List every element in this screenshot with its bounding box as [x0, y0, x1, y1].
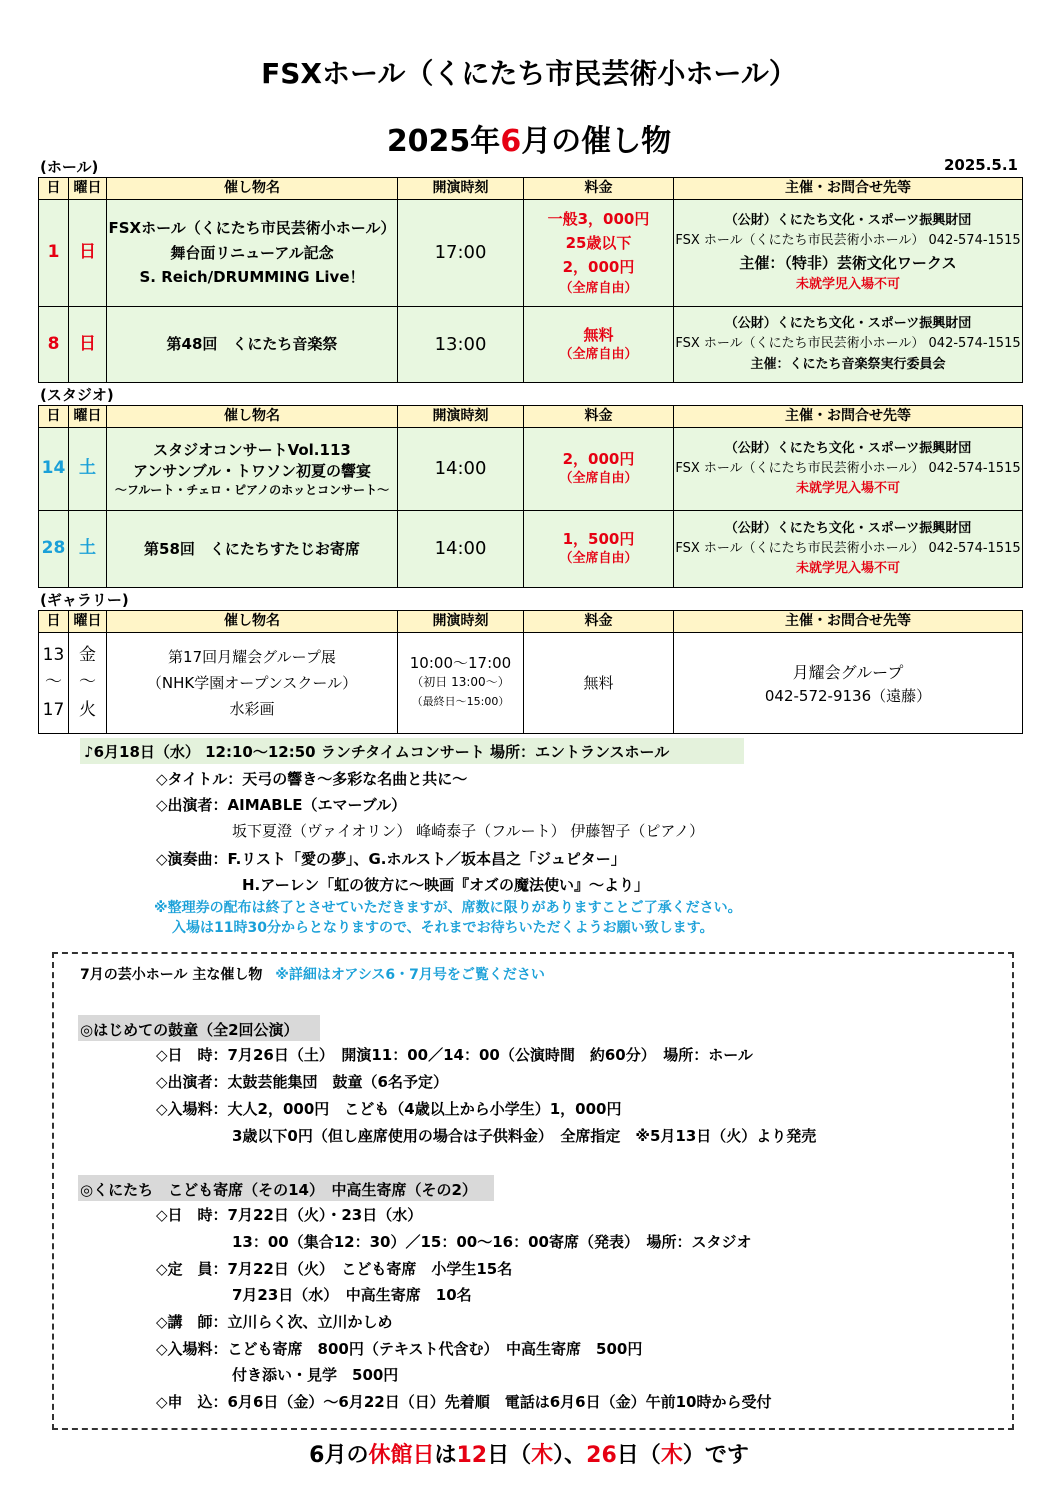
footer-text: 日（ — [616, 1443, 661, 1468]
table-header-row — [39, 178, 1023, 200]
org-line: 未就学児入場不可 — [795, 561, 900, 577]
org-line: 月耀会グループ — [792, 662, 904, 682]
row-weekday: 土 — [69, 428, 107, 511]
table-header-row — [39, 406, 1023, 428]
event1-title: ◎はじめての鼓童（全2回公演） — [80, 1021, 299, 1039]
fee-line: 25歳以下 — [565, 233, 632, 252]
event-line: アンサンブル・トワソン初夏の響宴 — [132, 461, 372, 480]
org-line: FSX ホール（くにたち市民芸術小ホール） 042-574-1515 — [675, 232, 1021, 248]
event-line: 第17回月耀会グループ展 — [168, 647, 336, 666]
row-fee — [524, 307, 674, 383]
col-weekday: 曜日 — [69, 611, 107, 633]
row-time: 13:00 — [398, 307, 524, 383]
footer-closed-label: 休館日 — [368, 1443, 435, 1468]
fee-line: （全席自由） — [559, 280, 638, 296]
event2-line: 7月23日（水） 中高生寄席 10名 — [232, 1286, 472, 1304]
july-heading-title: 7月の芸小ホール 主な催し物 — [80, 967, 263, 983]
day-range: ～ — [45, 672, 62, 693]
hall-table — [38, 177, 1023, 383]
day-start: 13 — [42, 645, 65, 666]
row-fee — [524, 200, 674, 307]
event1-line: ◇入場料：大人2，000円 こども（4歳以上から小学生）1，000円 — [156, 1100, 622, 1118]
row-event: 第58回 くにたちすたじお寄席 — [107, 511, 398, 588]
time-line: 10:00～17:00 — [409, 654, 512, 673]
row-day: 28 — [39, 511, 69, 588]
fee-line: 2，000円 — [562, 450, 635, 469]
lunch-note: ※整理券の配布は終了とさせていただきますが、席数に限りがありますことご了承ください。 — [154, 900, 742, 916]
event1-line: 3歳以下0円（但し座席使用の場合は子供料金） 全席指定 ※5月13日（火）より発売 — [232, 1127, 817, 1145]
issue-date: 2025.5.1 — [943, 156, 1018, 174]
event-line: スタジオコンサートVol.113 — [153, 440, 351, 459]
col-day: 日 — [39, 406, 69, 428]
lunch-program: ◇演奏曲：F.リスト「愛の夢」、G.ホルスト／坂本昌之「ジュピター」 — [156, 850, 626, 868]
row-event — [107, 200, 398, 307]
row-day — [39, 633, 69, 734]
org-line: FSX ホール（くにたち市民芸術小ホール） 042-574-1515 — [675, 540, 1021, 556]
day-end: 17 — [42, 699, 65, 720]
row-event — [107, 428, 398, 511]
row-time: 17:00 — [398, 200, 524, 307]
footer-text: ）、 — [553, 1443, 587, 1468]
lunch-program-2: H.アーレン「虹の彼方に～映画『オズの魔法使い』～より」 — [242, 876, 649, 894]
event2-line: ◇申 込：6月6日（金）～6月22日（日）先着順 電話は6月6日（金）午前10時から受付 — [156, 1393, 772, 1411]
subtitle-year: 2025年 — [386, 124, 501, 159]
org-line: （公財）くにたち文化・スポーツ振興財団 — [724, 316, 972, 332]
fee-line: 1，500円 — [562, 530, 635, 549]
event2-line: ◇日 時：7月22日（火）・23日（水） — [156, 1206, 423, 1224]
footer-day: 26 — [586, 1443, 617, 1468]
col-day: 日 — [39, 178, 69, 200]
page-subtitle — [0, 116, 1058, 160]
col-fee: 料金 — [524, 406, 674, 428]
col-event: 催し物名 — [107, 611, 398, 633]
page-title: FSXホール（くにたち市民芸術小ホール） — [261, 57, 797, 90]
row-day: 8 — [39, 307, 69, 383]
event-line: 水彩画 — [229, 700, 275, 719]
row-weekday: 日 — [69, 200, 107, 307]
footer-weekday: 木 — [531, 1443, 554, 1468]
fee-line: （全席自由） — [559, 551, 638, 567]
row-weekday — [69, 633, 107, 734]
org-line: 未就学児入場不可 — [795, 277, 900, 293]
footer-text: ）です — [682, 1443, 749, 1468]
gallery-section-label: (ギャラリー) — [40, 591, 129, 609]
col-event: 催し物名 — [107, 178, 398, 200]
event1-line: ◇日 時：7月26日（土） 開演11：00／14：00（公演時間 約60分） 場所：ホール — [156, 1046, 753, 1064]
fee-line: 無料 — [583, 325, 614, 344]
subtitle-month: 6 — [500, 124, 522, 159]
org-line: 主催：（特非）芸術文化ワークス — [739, 254, 957, 273]
closed-days-notice — [0, 1438, 1058, 1469]
footer-text: は — [434, 1443, 457, 1468]
weekday-end: 火 — [79, 699, 96, 720]
event-line: S. Reich/DRUMMING Live！ — [139, 268, 365, 287]
event-line: 舞台面リニューアル記念 — [170, 243, 334, 262]
row-day: 1 — [39, 200, 69, 307]
col-time: 開演時刻 — [398, 178, 524, 200]
row-time — [398, 633, 524, 734]
col-org: 主催・お問合せ先等 — [674, 178, 1023, 200]
studio-section-label: (スタジオ) — [40, 386, 114, 404]
row-time: 14:00 — [398, 428, 524, 511]
row-org — [674, 200, 1023, 307]
lunch-performer-names: 坂下夏澄（ヴァイオリン） 峰崎泰子（フルート） 伊藤智子（ピアノ） — [232, 822, 705, 840]
time-line: （初日 13:00～） — [411, 675, 510, 690]
row-time: 14:00 — [398, 511, 524, 588]
row-fee: 無料 — [524, 633, 674, 734]
org-line: FSX ホール（くにたち市民芸術小ホール） 042-574-1515 — [675, 336, 1021, 352]
fee-line: 一般3，000円 — [547, 209, 650, 228]
col-event: 催し物名 — [107, 406, 398, 428]
july-heading — [80, 964, 545, 984]
row-org — [674, 633, 1023, 734]
col-org: 主催・お問合せ先等 — [674, 406, 1023, 428]
event-line: ～フルート・チェロ・ピアノのホッとコンサート～ — [114, 482, 390, 497]
table-row — [39, 511, 1023, 588]
event1-line: ◇出演者：太鼓芸能集団 鼓童（6名予定） — [156, 1073, 448, 1091]
event2-line: ◇定 員：7月22日（火） こども寄席 小学生15名 — [156, 1260, 513, 1278]
fee-line: （全席自由） — [559, 346, 638, 362]
time-line: （最終日～15:00） — [411, 694, 510, 708]
col-time: 開演時刻 — [398, 611, 524, 633]
col-weekday: 曜日 — [69, 406, 107, 428]
org-line: （公財）くにたち文化・スポーツ振興財団 — [724, 520, 972, 536]
event2-line: ◇入場料：こども寄席 800円（テキスト代含む） 中高生寄席 500円 — [156, 1340, 643, 1358]
studio-table — [38, 405, 1023, 588]
fee-line: 2，000円 — [562, 257, 635, 276]
org-line: 未就学児入場不可 — [795, 481, 900, 497]
event-line: FSXホール（くにたち市民芸術小ホール） — [108, 218, 396, 237]
lunch-performer: ◇出演者：AIMABLE（エマーブル） — [156, 796, 407, 814]
footer-day: 12 — [456, 1443, 488, 1468]
footer-weekday: 木 — [660, 1443, 683, 1468]
org-line: （公財）くにたち文化・スポーツ振興財団 — [724, 440, 972, 456]
col-time: 開演時刻 — [398, 406, 524, 428]
july-heading-note: ※詳細はオアシス6・7月号をご覧ください — [275, 967, 545, 983]
table-row — [39, 200, 1023, 307]
row-weekday: 日 — [69, 307, 107, 383]
event-line: （NHK学園オープンスクール） — [146, 673, 358, 692]
col-fee: 料金 — [524, 611, 674, 633]
fee-line: （全席自由） — [559, 471, 638, 487]
event2-line: 付き添い・見学 500円 — [232, 1366, 399, 1384]
table-row — [39, 428, 1023, 511]
gallery-table — [38, 610, 1023, 734]
footer-text: 6月の — [309, 1443, 369, 1468]
org-line: （公財）くにたち文化・スポーツ振興財団 — [724, 212, 972, 228]
org-line: FSX ホール（くにたち市民芸術小ホール） 042-574-1515 — [675, 460, 1021, 476]
hall-section-label: (ホール) — [40, 158, 99, 176]
row-weekday: 土 — [69, 511, 107, 588]
weekday-start: 金 — [79, 645, 96, 666]
row-fee — [524, 511, 674, 588]
subtitle-rest: 月の催し物 — [521, 124, 672, 159]
weekday-range: ～ — [79, 672, 96, 693]
row-fee — [524, 428, 674, 511]
lunch-title: ◇タイトル：天弓の響き～多彩な名曲と共に～ — [156, 770, 468, 788]
org-line: 主催：くにたち音楽祭実行委員会 — [750, 356, 946, 372]
lunch-headline: ♪6月18日（水） 12:10～12:50 ランチタイムコンサート 場所：エントランスホール — [84, 743, 670, 761]
row-org — [674, 307, 1023, 383]
table-row — [39, 307, 1023, 383]
col-weekday: 曜日 — [69, 178, 107, 200]
row-event: 第48回 くにたち音楽祭 — [107, 307, 398, 383]
event2-title: ◎くにたち こども寄席（その14） 中高生寄席（その2） — [80, 1181, 477, 1199]
row-org — [674, 428, 1023, 511]
lunch-note-2: 入場は11時30分からとなりますので、それまでお待ちいただくようお願い致します。 — [172, 920, 714, 936]
col-org: 主催・お問合せ先等 — [674, 611, 1023, 633]
table-row — [39, 633, 1023, 734]
event2-line: ◇講 師：立川らく次、立川かしめ — [156, 1313, 393, 1331]
col-day: 日 — [39, 611, 69, 633]
org-line: 042-572-9136（遠藤） — [764, 687, 932, 706]
table-header-row — [39, 611, 1023, 633]
row-org — [674, 511, 1023, 588]
event2-line: 13：00（集合12：30）／15：00～16：00寄席（発表） 場所：スタジオ — [232, 1233, 752, 1251]
footer-text: 日（ — [487, 1443, 532, 1468]
row-day: 14 — [39, 428, 69, 511]
row-event — [107, 633, 398, 734]
col-fee: 料金 — [524, 178, 674, 200]
